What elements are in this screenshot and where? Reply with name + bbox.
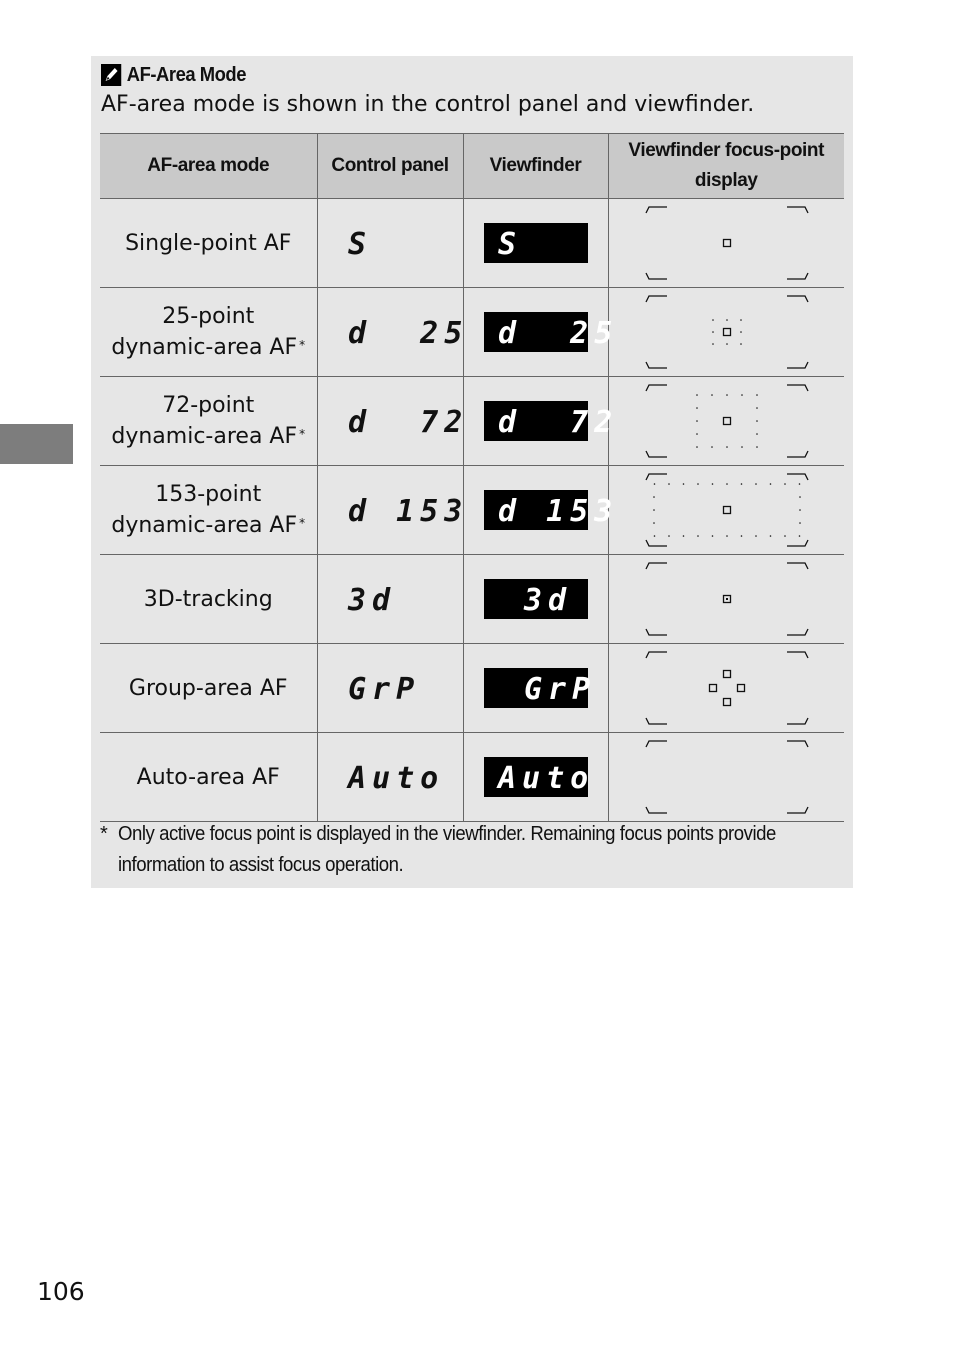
cell-af-area-mode	[100, 644, 317, 733]
note-text: AF-area mode is shown in the control panel and viewfinder.	[101, 92, 755, 117]
cell-af-area-mode	[100, 199, 317, 288]
cell-focus-point-display	[608, 733, 844, 822]
note-title	[101, 62, 246, 88]
cell-control-panel	[317, 199, 463, 288]
mode-line1: 3D-tracking	[143, 586, 273, 612]
header-viewfinder: Viewfinder	[463, 134, 608, 199]
header-af-area-mode: AF-area mode	[100, 134, 317, 199]
note-title-text: AF-Area Mode	[126, 63, 246, 86]
cell-af-area-mode	[100, 733, 317, 822]
mode-line2: dynamic-area AF	[111, 335, 298, 360]
table-row	[100, 377, 844, 466]
mode-line1: Auto-area AF	[136, 764, 280, 790]
cell-focus-point-display	[608, 288, 844, 377]
header-focus-point-display	[608, 134, 844, 199]
viewfinder-indicator	[484, 757, 594, 797]
footnote-text: Only active focus point is displayed in the viewfinder. Remaining focus points provide information to assist focus operation.	[118, 823, 776, 876]
viewfinder-text: d 25	[497, 316, 618, 351]
cell-viewfinder	[463, 644, 608, 733]
viewfinder-indicator	[484, 223, 588, 263]
table-row	[100, 288, 844, 377]
control-panel-indicator	[347, 401, 468, 441]
viewfinder-text: d 72	[497, 405, 618, 440]
control-panel-indicator	[348, 668, 452, 708]
mode-line1: Single-point AF	[125, 230, 292, 256]
header-focus-line2: display	[694, 170, 758, 191]
control-panel-text: d 153	[347, 494, 468, 529]
cell-af-area-mode	[100, 466, 317, 555]
asterisk-mark: *	[299, 338, 306, 352]
section-tab	[0, 424, 73, 464]
header-control-panel: Control panel	[317, 134, 463, 199]
cell-viewfinder	[463, 733, 608, 822]
asterisk-mark: *	[299, 516, 306, 530]
mode-line1: Group-area AF	[128, 675, 288, 701]
table-row	[100, 466, 844, 555]
cell-focus-point-display	[608, 644, 844, 733]
viewfinder-indicator	[484, 579, 588, 619]
control-panel-indicator	[348, 223, 452, 263]
cell-af-area-mode	[100, 288, 317, 377]
cell-viewfinder	[463, 377, 618, 466]
control-panel-indicator	[348, 757, 452, 797]
table-row	[100, 733, 844, 822]
mode-line2: dynamic-area AF	[111, 513, 298, 538]
footnote	[100, 819, 840, 881]
cell-control-panel	[317, 377, 468, 466]
control-panel-text: GrP	[347, 672, 420, 707]
control-panel-text: d 25	[347, 316, 468, 351]
viewfinder-text: d 153	[497, 494, 618, 529]
viewfinder-text: GrP	[523, 672, 596, 707]
control-panel-indicator	[348, 579, 452, 619]
cell-focus-point-display	[608, 199, 844, 288]
cell-focus-point-display	[608, 466, 844, 555]
control-panel-text: Auto	[347, 761, 444, 796]
table-row	[100, 555, 844, 644]
cell-viewfinder	[463, 555, 608, 644]
viewfinder-indicator	[484, 668, 596, 708]
cell-focus-point-display	[608, 377, 844, 466]
mode-line2: dynamic-area AF	[111, 424, 298, 449]
viewfinder-text: S	[497, 227, 522, 262]
pencil-icon	[101, 64, 121, 86]
cell-viewfinder	[463, 288, 618, 377]
table-row	[100, 644, 844, 733]
viewfinder-text: Auto	[497, 761, 594, 796]
page-number: 106	[37, 1277, 85, 1306]
viewfinder-indicator	[484, 490, 618, 530]
viewfinder-text: 3d	[523, 583, 572, 618]
cell-af-area-mode	[100, 555, 317, 644]
cell-viewfinder	[463, 466, 618, 555]
footnote-mark: *	[100, 823, 108, 845]
cell-focus-point-display	[608, 555, 844, 644]
header-focus-line1: Viewfinder focus-point	[628, 140, 825, 161]
cell-control-panel	[317, 644, 463, 733]
cell-control-panel	[317, 555, 463, 644]
table-row	[100, 199, 844, 288]
cell-viewfinder	[463, 199, 608, 288]
cell-af-area-mode	[100, 377, 317, 466]
viewfinder-indicator	[484, 401, 618, 441]
asterisk-mark: *	[299, 427, 306, 441]
mode-line1: 25-point	[162, 304, 255, 329]
note-box	[91, 56, 853, 888]
cell-control-panel	[317, 288, 468, 377]
control-panel-text: S	[347, 227, 372, 262]
table-header-row	[100, 134, 844, 199]
cell-control-panel	[317, 733, 463, 822]
mode-line1: 153-point	[155, 482, 262, 507]
control-panel-text: 3d	[347, 583, 396, 618]
control-panel-indicator	[347, 312, 468, 352]
control-panel-indicator	[347, 490, 468, 530]
control-panel-text: d 72	[347, 405, 468, 440]
cell-control-panel	[317, 466, 468, 555]
mode-line1: 72-point	[162, 393, 255, 418]
viewfinder-indicator	[484, 312, 618, 352]
af-area-table	[100, 133, 844, 822]
